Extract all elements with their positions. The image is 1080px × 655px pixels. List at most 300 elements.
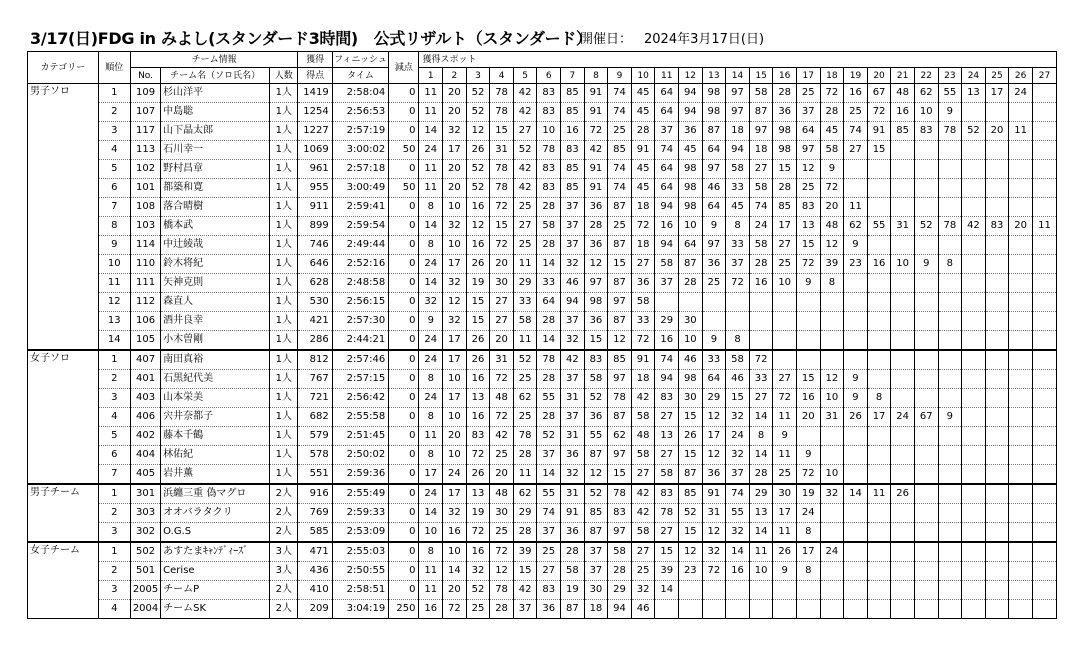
penalty-cell: 0 (389, 236, 419, 255)
spot-cell: 87 (608, 312, 632, 331)
spot-cell (891, 160, 915, 179)
spot-cell (985, 312, 1009, 331)
team-name-cell: 石黒紀代美 (161, 370, 270, 389)
spot-number-header: 1 (419, 68, 443, 84)
spot-cell (891, 350, 915, 370)
spot-cell: 13 (466, 484, 490, 504)
spot-cell: 62 (608, 427, 632, 446)
spot-cell: 9 (796, 274, 820, 293)
spot-cell (914, 179, 938, 198)
spot-cell: 31 (820, 408, 844, 427)
spot-cell (1032, 600, 1056, 619)
spot-cell (938, 562, 962, 581)
page-header (30, 26, 1070, 48)
spot-cell: 16 (655, 217, 679, 236)
spot-cell: 85 (561, 84, 585, 103)
penalty-cell: 0 (389, 312, 419, 331)
spot-cell: 78 (537, 350, 561, 370)
spot-cell (820, 446, 844, 465)
penalty-cell: 0 (389, 581, 419, 600)
spot-cell (985, 446, 1009, 465)
spot-cell: 14 (419, 504, 443, 523)
col-points-header-2: 得点 (298, 68, 332, 84)
spot-cell (962, 484, 986, 504)
spot-cell (867, 542, 891, 562)
spot-cell: 25 (631, 562, 655, 581)
spot-cell: 91 (584, 84, 608, 103)
spot-cell (702, 581, 726, 600)
member-count-cell: 1人 (270, 217, 298, 236)
spot-cell: 32 (561, 465, 585, 485)
team-name-cell: 岩井薫 (161, 465, 270, 485)
spot-cell (985, 370, 1009, 389)
team-name-cell: 石川幸一 (161, 141, 270, 160)
team-name-cell: 小木曽剛 (161, 331, 270, 351)
spot-cell: 27 (631, 542, 655, 562)
team-no-cell: 106 (130, 312, 160, 331)
spot-cell (844, 581, 868, 600)
spot-cell: 37 (655, 122, 679, 141)
spot-cell: 64 (702, 370, 726, 389)
spot-cell: 17 (443, 331, 467, 351)
penalty-cell: 0 (389, 255, 419, 274)
spot-cell: 52 (466, 160, 490, 179)
spot-number-header: 8 (584, 68, 608, 84)
spot-cell (985, 141, 1009, 160)
points-cell: 579 (298, 427, 332, 446)
spot-cell: 16 (466, 408, 490, 427)
spot-cell: 85 (608, 350, 632, 370)
spot-cell: 97 (608, 446, 632, 465)
result-row (28, 103, 1057, 122)
spot-cell: 10 (419, 523, 443, 543)
spot-cell: 10 (443, 370, 467, 389)
spot-cell: 26 (466, 255, 490, 274)
spot-cell (914, 504, 938, 523)
spot-cell (938, 504, 962, 523)
spot-cell (867, 179, 891, 198)
spot-cell (891, 389, 915, 408)
penalty-cell: 0 (389, 293, 419, 312)
spot-cell: 11 (749, 542, 773, 562)
member-count-cell: 1人 (270, 122, 298, 141)
spot-cell: 9 (773, 427, 797, 446)
team-name-cell: 鈴木将紀 (161, 255, 270, 274)
spot-cell: 64 (655, 160, 679, 179)
spot-cell: 26 (773, 542, 797, 562)
team-no-cell: 302 (130, 523, 160, 543)
team-name-cell: あすたまｷｬﾝﾃﾞｨｰｽﾞ (161, 542, 270, 562)
spot-cell: 9 (914, 255, 938, 274)
spot-cell: 52 (537, 427, 561, 446)
member-count-cell: 2人 (270, 523, 298, 543)
spot-cell: 24 (891, 408, 915, 427)
penalty-cell: 0 (389, 562, 419, 581)
team-no-cell: 301 (130, 484, 160, 504)
spot-cell (938, 312, 962, 331)
spot-cell (844, 274, 868, 293)
spot-cell: 8 (419, 542, 443, 562)
spot-cell: 32 (726, 523, 750, 543)
spot-cell (914, 160, 938, 179)
spot-cell: 27 (537, 562, 561, 581)
team-no-cell: 112 (130, 293, 160, 312)
team-name-cell: 落合晴樹 (161, 198, 270, 217)
spot-cell (749, 600, 773, 619)
member-count-cell: 2人 (270, 504, 298, 523)
spot-cell: 29 (702, 389, 726, 408)
spot-cell (867, 331, 891, 351)
spot-cell: 58 (513, 312, 537, 331)
col-team-name-header: チーム名（ソロ氏名） (161, 68, 270, 84)
team-no-cell: 109 (130, 84, 160, 103)
spot-cell: 91 (702, 484, 726, 504)
spot-cell (962, 236, 986, 255)
spot-cell (820, 600, 844, 619)
penalty-cell: 0 (389, 198, 419, 217)
spot-cell (891, 198, 915, 217)
spot-cell: 98 (773, 141, 797, 160)
spot-cell: 29 (655, 312, 679, 331)
result-row (28, 312, 1057, 331)
spot-cell (985, 465, 1009, 485)
spot-cell (891, 581, 915, 600)
spot-cell: 11 (513, 255, 537, 274)
spot-cell (844, 562, 868, 581)
spot-cell: 20 (443, 179, 467, 198)
spot-cell (1009, 465, 1033, 485)
spot-cell: 58 (655, 255, 679, 274)
spot-cell: 85 (608, 141, 632, 160)
spot-cell (1009, 523, 1033, 543)
penalty-cell: 0 (389, 484, 419, 504)
spot-cell: 85 (561, 160, 585, 179)
spot-cell: 9 (938, 103, 962, 122)
spot-number-header: 2 (443, 68, 467, 84)
spot-cell: 37 (655, 274, 679, 293)
spot-cell: 14 (749, 446, 773, 465)
spot-cell: 24 (749, 217, 773, 236)
spot-cell (1032, 103, 1056, 122)
spot-cell: 15 (466, 293, 490, 312)
spot-cell: 52 (466, 179, 490, 198)
rank-cell: 10 (98, 255, 130, 274)
spot-cell: 72 (466, 523, 490, 543)
spot-cell: 28 (773, 84, 797, 103)
spot-cell: 14 (419, 274, 443, 293)
spot-cell: 72 (490, 408, 514, 427)
penalty-cell: 0 (389, 274, 419, 293)
spot-cell (938, 274, 962, 293)
spot-cell: 64 (655, 179, 679, 198)
spot-cell: 36 (679, 122, 703, 141)
spot-cell (985, 504, 1009, 523)
points-cell: 209 (298, 600, 332, 619)
spot-cell: 52 (679, 504, 703, 523)
spot-cell: 37 (537, 446, 561, 465)
spot-cell: 78 (608, 484, 632, 504)
spot-cell (796, 331, 820, 351)
spot-cell (844, 600, 868, 619)
spot-cell (867, 370, 891, 389)
spot-cell: 36 (561, 446, 585, 465)
spot-cell (914, 312, 938, 331)
spot-cell: 12 (466, 122, 490, 141)
spot-cell: 25 (490, 446, 514, 465)
spot-cell: 10 (443, 198, 467, 217)
spot-cell (1009, 293, 1033, 312)
spot-cell: 39 (820, 255, 844, 274)
spot-cell: 25 (513, 370, 537, 389)
points-cell: 410 (298, 581, 332, 600)
points-cell: 530 (298, 293, 332, 312)
spot-cell: 25 (608, 122, 632, 141)
spot-cell: 32 (443, 312, 467, 331)
spot-cell: 58 (631, 446, 655, 465)
spot-cell: 97 (584, 274, 608, 293)
spot-cell (1032, 236, 1056, 255)
spot-cell: 10 (443, 542, 467, 562)
member-count-cell: 1人 (270, 198, 298, 217)
spot-cell (962, 523, 986, 543)
rank-cell: 3 (98, 523, 130, 543)
spot-cell (749, 312, 773, 331)
result-row (28, 389, 1057, 408)
spot-cell (914, 523, 938, 543)
rank-cell: 2 (98, 370, 130, 389)
spot-cell: 27 (749, 389, 773, 408)
points-cell: 286 (298, 331, 332, 351)
spot-cell: 31 (561, 389, 585, 408)
spot-cell (962, 504, 986, 523)
spot-cell (1009, 562, 1033, 581)
spot-cell (985, 255, 1009, 274)
spot-cell (985, 389, 1009, 408)
spot-cell: 20 (443, 103, 467, 122)
spot-cell: 98 (702, 84, 726, 103)
spot-cell: 32 (561, 331, 585, 351)
finish-time-cell: 2:58:51 (332, 581, 389, 600)
spot-cell: 15 (584, 331, 608, 351)
spot-cell: 16 (796, 389, 820, 408)
spot-number-header: 25 (985, 68, 1009, 84)
category-label: 女子ソロ (28, 350, 99, 484)
spot-cell: 12 (584, 465, 608, 485)
spot-cell (702, 312, 726, 331)
spot-cell: 37 (726, 255, 750, 274)
spot-cell (1009, 179, 1033, 198)
rank-cell: 1 (98, 484, 130, 504)
spot-cell: 28 (749, 465, 773, 485)
penalty-cell: 0 (389, 160, 419, 179)
category-label: 男子ソロ (28, 84, 99, 351)
spot-number-header: 5 (513, 68, 537, 84)
team-name-cell: チームP (161, 581, 270, 600)
spot-cell (962, 408, 986, 427)
spot-cell (985, 484, 1009, 504)
spot-cell: 87 (679, 255, 703, 274)
spot-cell: 42 (513, 84, 537, 103)
spot-number-header: 14 (726, 68, 750, 84)
spot-cell: 72 (796, 465, 820, 485)
spot-cell: 23 (679, 562, 703, 581)
spot-number-header: 24 (962, 68, 986, 84)
spot-cell: 29 (608, 581, 632, 600)
spot-cell: 83 (537, 103, 561, 122)
spot-cell: 33 (537, 274, 561, 293)
finish-time-cell: 2:59:33 (332, 504, 389, 523)
spot-cell: 74 (608, 84, 632, 103)
spot-cell: 78 (490, 84, 514, 103)
penalty-cell: 0 (389, 122, 419, 141)
spot-cell (891, 523, 915, 543)
spot-cell: 97 (796, 141, 820, 160)
spot-cell: 17 (443, 350, 467, 370)
spot-cell: 24 (443, 465, 467, 485)
spot-number-header: 26 (1009, 68, 1033, 84)
spot-cell: 27 (655, 446, 679, 465)
finish-time-cell: 2:57:46 (332, 350, 389, 370)
spot-cell (891, 446, 915, 465)
spot-cell: 27 (490, 312, 514, 331)
spot-cell (749, 331, 773, 351)
penalty-cell: 0 (389, 465, 419, 485)
spot-cell: 36 (702, 465, 726, 485)
finish-time-cell: 2:57:19 (332, 122, 389, 141)
points-cell: 628 (298, 274, 332, 293)
spot-cell: 39 (513, 542, 537, 562)
spot-cell: 45 (726, 198, 750, 217)
team-no-cell: 2005 (130, 581, 160, 600)
spot-cell (773, 350, 797, 370)
spot-cell: 9 (844, 370, 868, 389)
spot-cell: 64 (796, 122, 820, 141)
spot-cell: 72 (796, 255, 820, 274)
spot-number-header: 9 (608, 68, 632, 84)
spot-cell: 52 (584, 389, 608, 408)
spot-cell: 37 (561, 198, 585, 217)
spot-cell (938, 370, 962, 389)
rank-cell: 11 (98, 274, 130, 293)
col-finish-header-2: タイム (332, 68, 389, 84)
spot-cell (938, 293, 962, 312)
spot-cell (796, 350, 820, 370)
spot-cell (938, 484, 962, 504)
penalty-cell: 0 (389, 427, 419, 446)
spot-cell (1009, 350, 1033, 370)
spot-cell: 9 (820, 160, 844, 179)
spot-number-header: 21 (891, 68, 915, 84)
spot-cell: 18 (584, 600, 608, 619)
spot-cell: 42 (962, 217, 986, 236)
spot-cell: 17 (443, 484, 467, 504)
col-spots-header: 獲得スポット (419, 52, 1057, 68)
spot-cell: 17 (867, 408, 891, 427)
member-count-cell: 1人 (270, 350, 298, 370)
spot-cell: 87 (608, 274, 632, 293)
spot-cell (1032, 312, 1056, 331)
spot-cell (938, 427, 962, 446)
spot-cell: 91 (584, 179, 608, 198)
spot-cell: 8 (726, 217, 750, 236)
spot-cell: 36 (702, 255, 726, 274)
spot-cell: 26 (891, 484, 915, 504)
spot-cell: 87 (702, 122, 726, 141)
spot-cell: 31 (891, 217, 915, 236)
rank-cell: 5 (98, 427, 130, 446)
team-name-cell: 都築和寛 (161, 179, 270, 198)
team-no-cell: 105 (130, 331, 160, 351)
finish-time-cell: 2:57:15 (332, 370, 389, 389)
finish-time-cell: 2:56:53 (332, 103, 389, 122)
spot-cell: 25 (608, 217, 632, 236)
points-cell: 767 (298, 370, 332, 389)
spot-cell: 58 (608, 542, 632, 562)
team-no-cell: 401 (130, 370, 160, 389)
spot-cell: 67 (867, 84, 891, 103)
spot-cell: 27 (513, 122, 537, 141)
spot-cell: 32 (466, 562, 490, 581)
spot-cell (726, 581, 750, 600)
team-name-cell: 中辻綾哉 (161, 236, 270, 255)
points-cell: 1419 (298, 84, 332, 103)
spot-cell: 15 (466, 312, 490, 331)
member-count-cell: 1人 (270, 179, 298, 198)
spot-cell: 52 (466, 84, 490, 103)
spot-cell (679, 581, 703, 600)
spot-cell: 72 (726, 274, 750, 293)
team-no-cell: 402 (130, 427, 160, 446)
result-row (28, 542, 1057, 562)
spot-cell (985, 331, 1009, 351)
spot-cell: 36 (561, 523, 585, 543)
points-cell: 436 (298, 562, 332, 581)
spot-cell: 30 (679, 312, 703, 331)
spot-cell: 25 (796, 84, 820, 103)
points-cell: 899 (298, 217, 332, 236)
spot-cell: 36 (584, 312, 608, 331)
spot-cell: 8 (749, 427, 773, 446)
spot-cell (962, 103, 986, 122)
spot-cell: 25 (513, 198, 537, 217)
spot-cell: 18 (631, 198, 655, 217)
spot-cell (1032, 427, 1056, 446)
spot-cell: 87 (608, 236, 632, 255)
finish-time-cell: 3:00:02 (332, 141, 389, 160)
team-no-cell: 403 (130, 389, 160, 408)
spot-cell: 52 (513, 141, 537, 160)
member-count-cell: 1人 (270, 389, 298, 408)
rank-cell: 12 (98, 293, 130, 312)
spot-cell: 94 (608, 600, 632, 619)
spot-cell (891, 465, 915, 485)
team-name-cell: 藤本千鶴 (161, 427, 270, 446)
spot-cell: 14 (749, 523, 773, 543)
penalty-cell: 50 (389, 141, 419, 160)
col-members-header: 人数 (270, 68, 298, 84)
spot-cell: 94 (561, 293, 585, 312)
spot-cell (914, 446, 938, 465)
spot-cell: 85 (561, 179, 585, 198)
spot-cell: 46 (679, 350, 703, 370)
spot-cell (938, 465, 962, 485)
rank-cell: 9 (98, 236, 130, 255)
finish-time-cell: 2:59:36 (332, 465, 389, 485)
result-row (28, 331, 1057, 351)
spot-cell: 48 (891, 84, 915, 103)
spot-cell: 46 (702, 179, 726, 198)
penalty-cell: 0 (389, 504, 419, 523)
